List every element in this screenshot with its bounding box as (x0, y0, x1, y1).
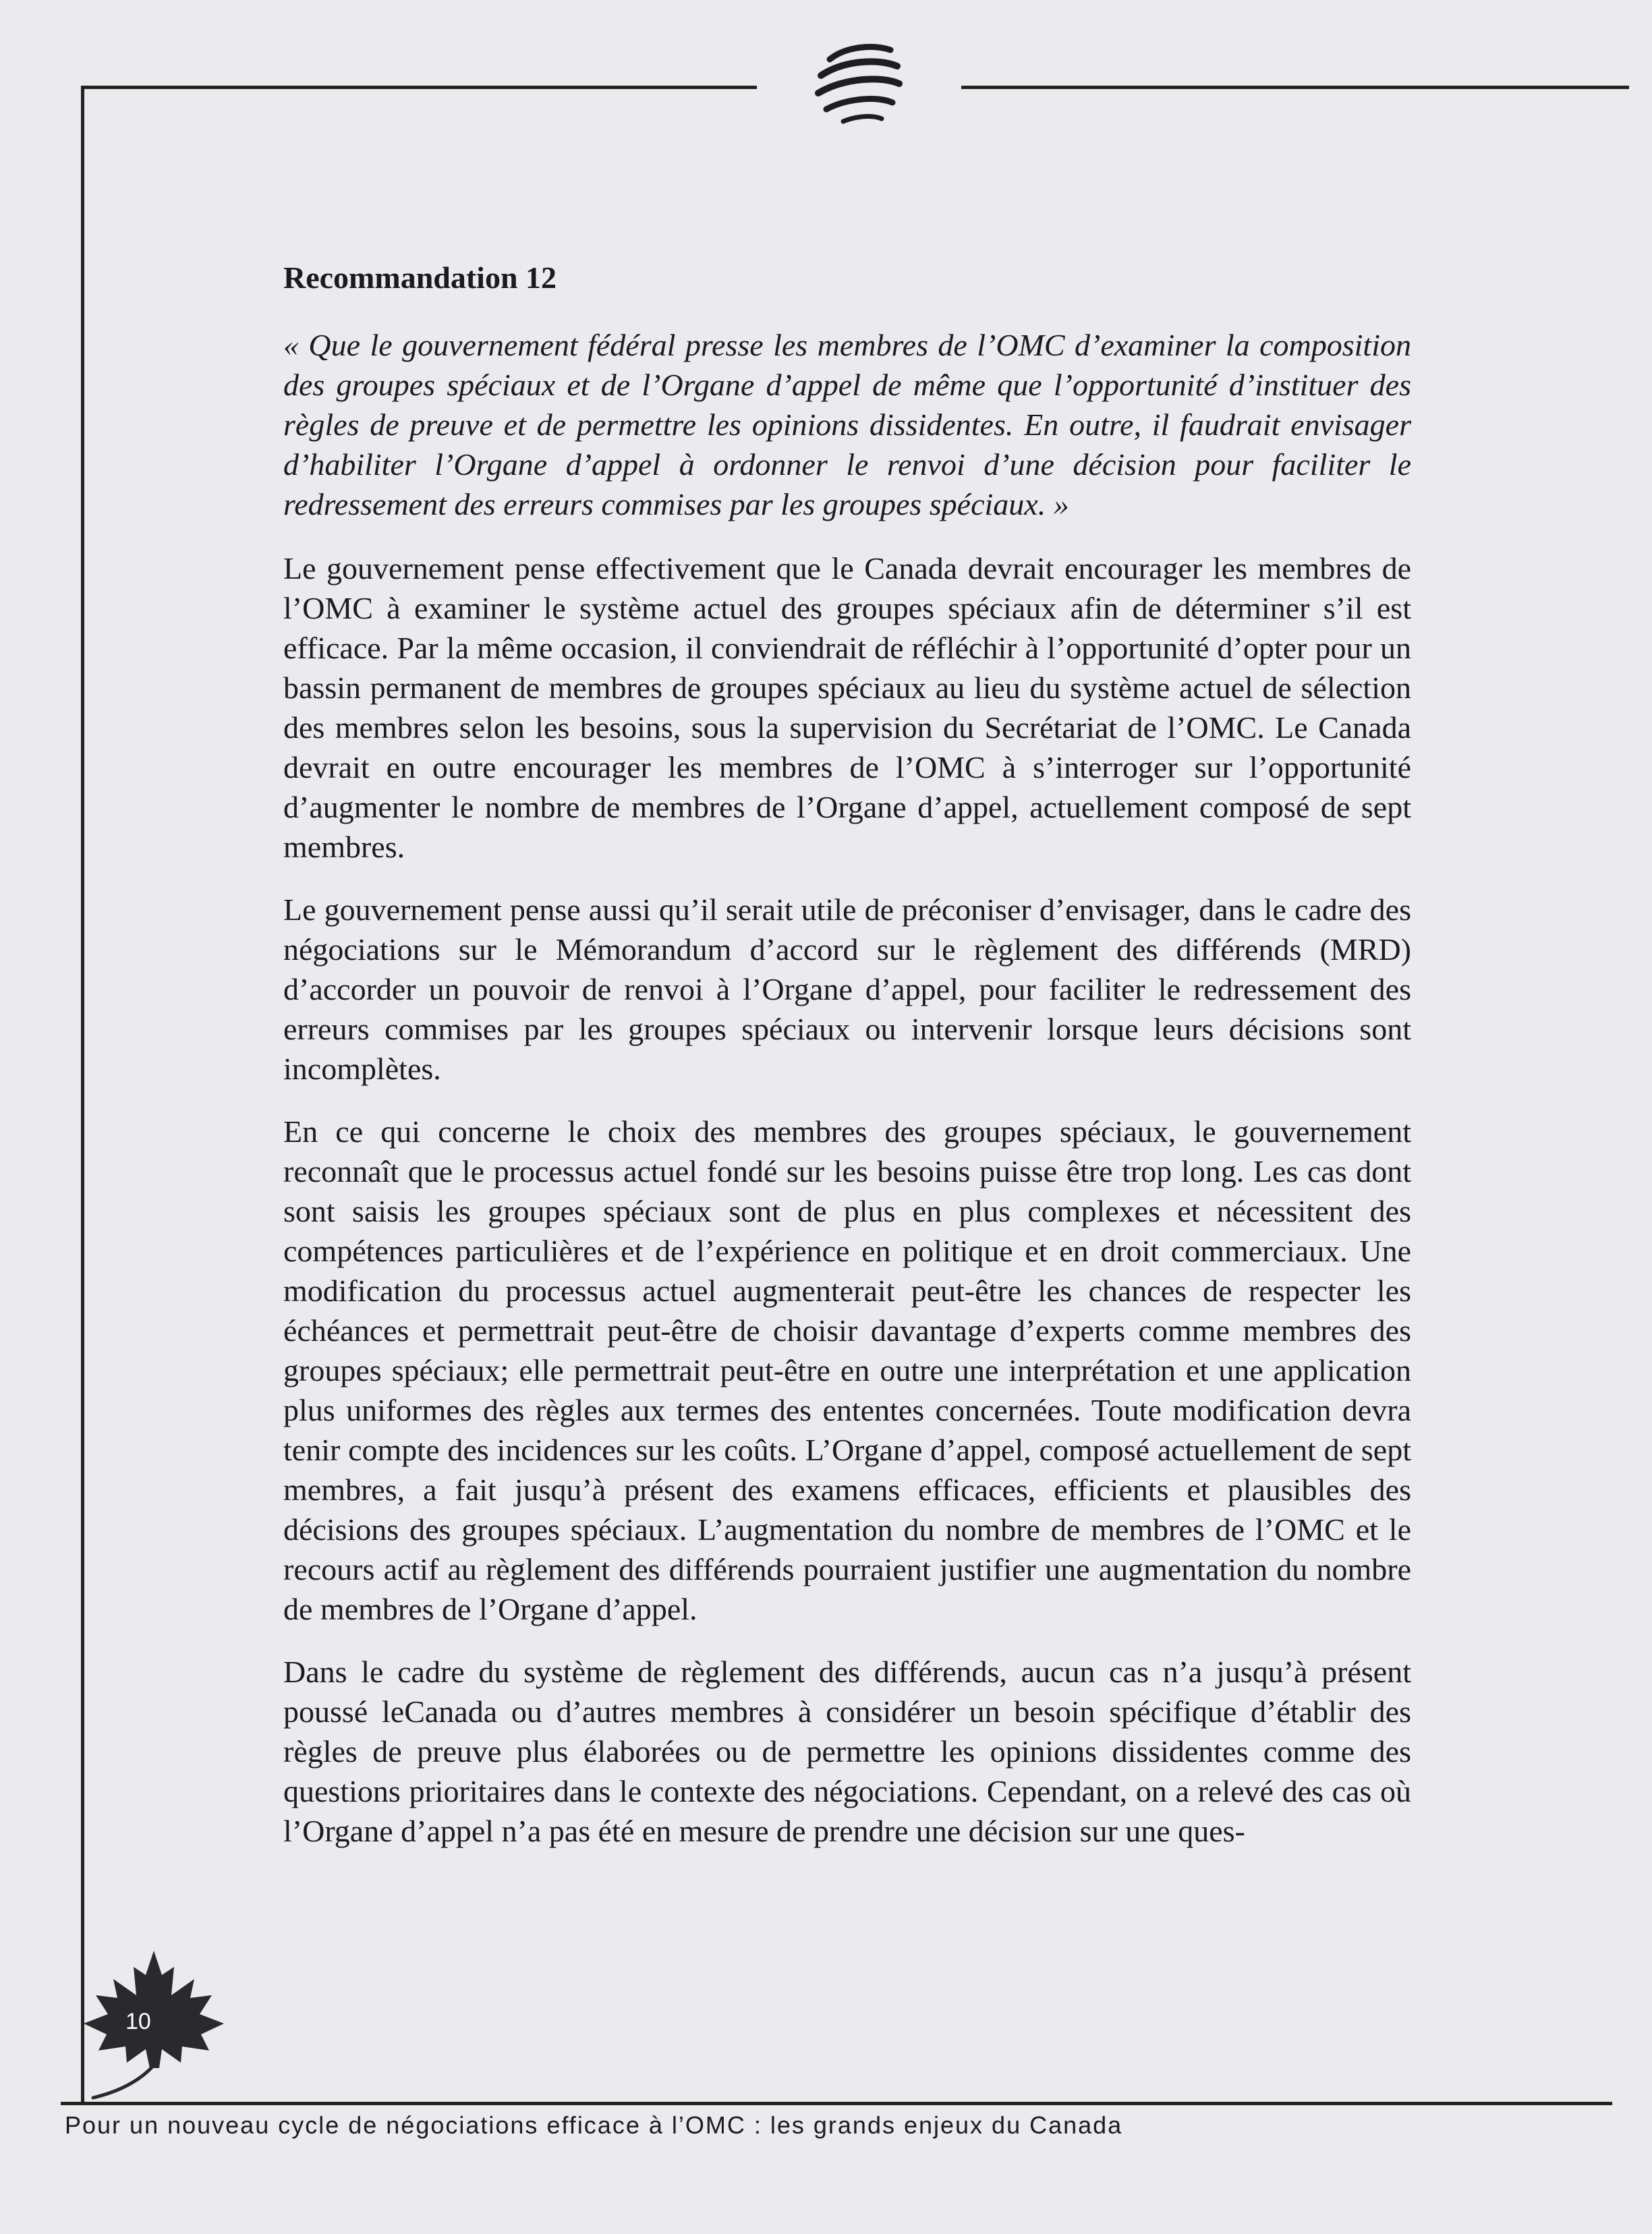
top-rule-right (961, 86, 1629, 89)
recommendation-quote: « Que le gouvernement fédéral presse les membres de l’OMC d’examiner la composition des groupes spéciaux et de l’Organe d’appel de même que l’opportunité d’instituer des règles de preuve et de permettre les opinions dissidentes. En outre, il faudrait envisager d’habiliter l’Organe d’appel à ordonner le renvoi d’une décision pour faciliter le redressement des erreurs commises par les groupes spéciaux. » (283, 328, 1411, 521)
wto-logo-icon (806, 40, 907, 128)
page-number: 10 (125, 2009, 151, 2034)
recommendation-title: Recommandation 12 (283, 260, 557, 295)
body-paragraph-3: En ce qui concerne le choix des membres des groupes spéciaux, le gouvernement reconnaît que le processus actuel fondé sur les besoins puisse être trop long. Les cas dont sont saisis les groupes spéciaux sont de plus en plus complexes et nécessitent des compétences particulières et de l’expérience en politique et en droit commerciaux. Une modification du processus actuel augmenterait peut-être les chances de respecter les échéances et permettrait peut-être de choisir davantage d’experts comme membres des groupes spéciaux; elle permettrait peut-être en outre une interprétation et une application plus uniformes des règles aux termes des ententes concernées. Toute modification devra tenir compte des incidences sur les coûts. L’Organe d’appel, composé actuellement de sept membres, a fait jusqu’à présent des examens efficaces, efficients et plausibles des décisions des groupes spéciaux. L’augmentation du nombre de membres de l’OMC et le recours actif au règlement des différends pourraient justifier une augmentation du nombre de membres de l’Organe d’appel. (283, 1114, 1411, 1626)
maple-leaf-icon (80, 1948, 228, 2100)
bottom-rule (61, 2102, 1612, 2105)
main-content (283, 258, 1411, 1874)
body-paragraph-4: Dans le cadre du système de règlement des différends, aucun cas n’a jusqu’à présent poussé leCanada ou d’autres membres à considérer un besoin spécifique d’établir des règles de preuve plus élaborées ou de permettre les opinions dissidentes comme des questions prioritaires dans le contexte des négociations. Cependant, on a relevé des cas où l’Organe d’appel n’a pas été en mesure de prendre une décision sur une ques- (283, 1655, 1411, 1848)
top-rule-left (82, 86, 757, 89)
body-paragraph-2: Le gouvernement pense aussi qu’il serait utile de préconiser d’envisager, dans le cadre des négociations sur le Mémorandum d’accord sur le règlement des différends (MRD) d’accorder un pouvoir de renvoi à l’Organe d’appel, pour faciliter le redressement des erreurs commises par les groupes spéciaux ou intervenir lorsque leurs décisions sont incomplètes. (283, 892, 1411, 1086)
footer-title: Pour un nouveau cycle de négociations efficace à l’OMC : les grands enjeux du Canada (65, 2111, 1123, 2139)
left-rule (81, 86, 84, 2104)
body-paragraph-1: Le gouvernement pense effectivement que le Canada devrait encourager les membres de l’OMC à examiner le système actuel des groupes spéciaux afin de déterminer s’il est efficace. Par la même occasion, il conviendrait de réfléchir à l’opportunité d’opter pour un bassin permanent de membres de groupes spéciaux au lieu du système actuel de sélection des membres selon les besoins, sous la supervision du Secrétariat de l’OMC. Le Canada devrait en outre encourager les membres de l’OMC à s’interroger sur l’opportunité d’augmenter le nombre de membres de l’Organe d’appel, actuellement composé de sept membres. (283, 551, 1411, 864)
